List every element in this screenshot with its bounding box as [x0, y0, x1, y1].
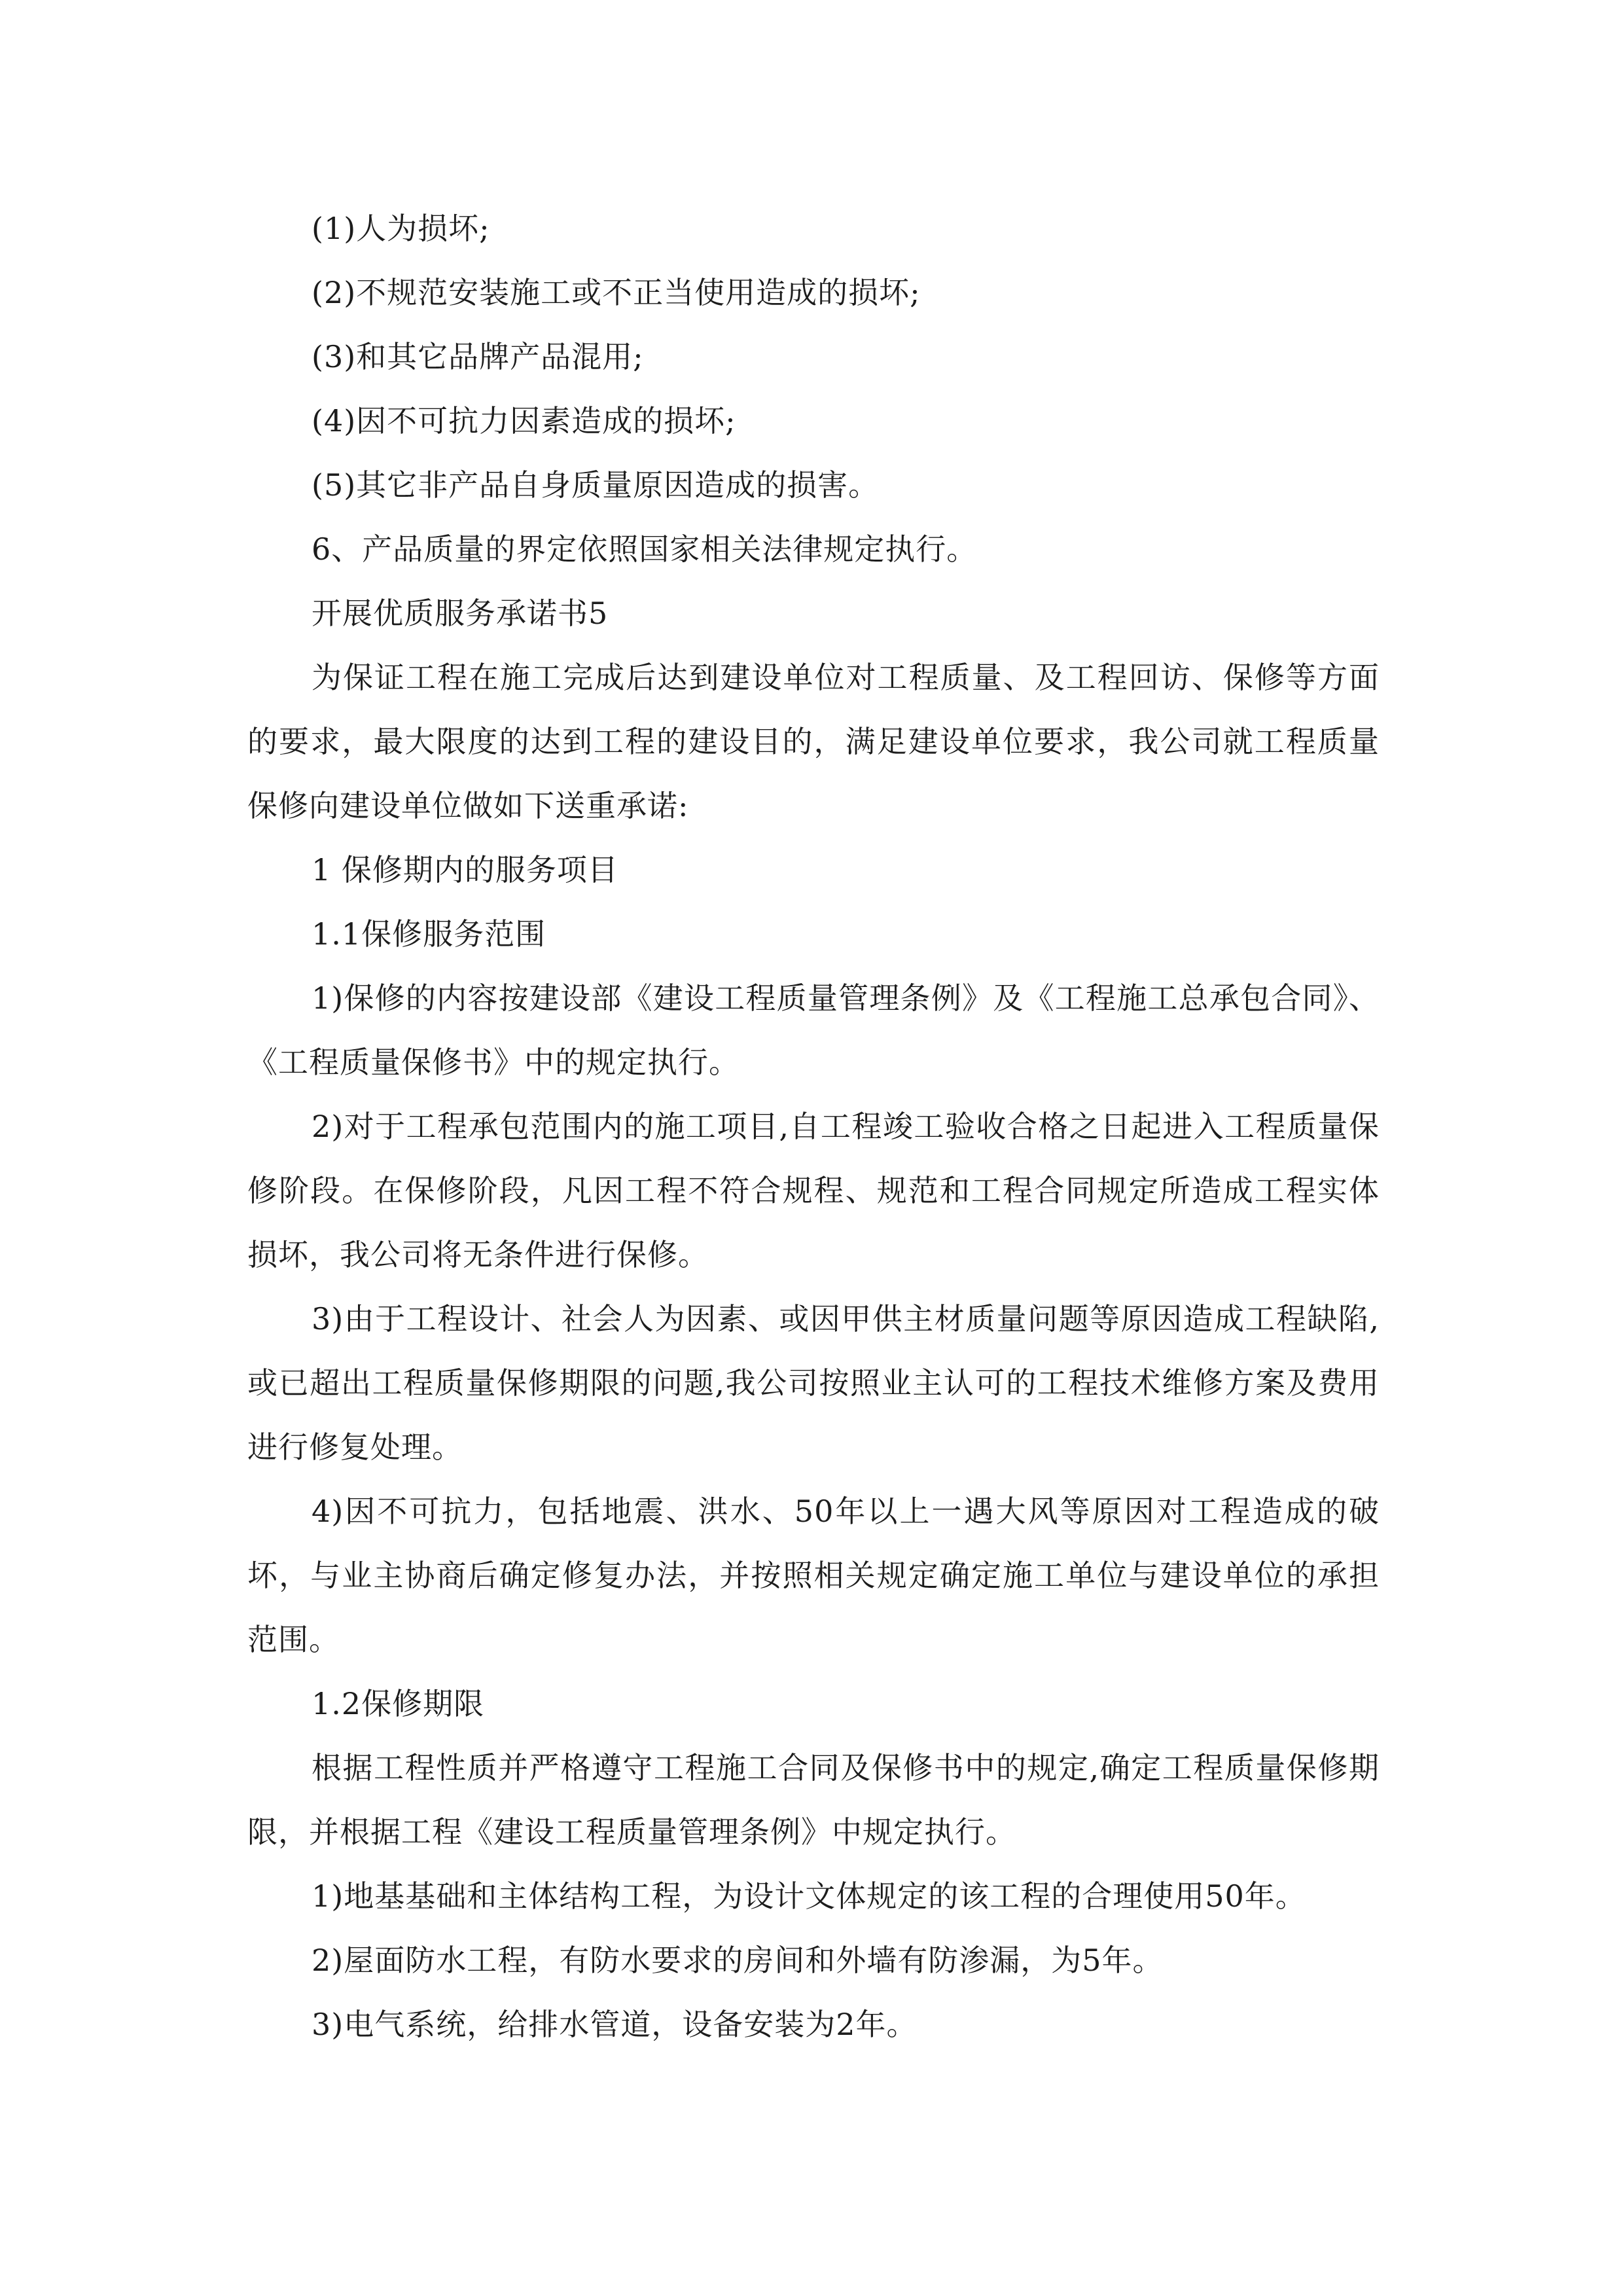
list-item-5: (5)其它非产品自身质量原因造成的损害。 — [312, 467, 880, 503]
intro-paragraph: 为保证工程在施工完成后达到建设单位对工程质量、及工程回访、保修等方面的要求，最大限度的达到工程的建设目的，满足建设单位要求，我公司就工程质量保修向建设单位做如下送重承诺: — [247, 660, 1380, 823]
document-body — [247, 196, 1380, 2056]
paragraph-scope-1: 1)保修的内容按建设部《建设工程质量管理条例》及《工程施工总承包合同》、《工程质量保修书》中的规定执行。 — [247, 980, 1380, 1080]
paragraph-period-intro: 根据工程性质并严格遵守工程施工合同及保修书中的规定,确定工程质量保修期限，并根据工程《建设工程质量管理条例》中规定执行。 — [247, 1750, 1380, 1850]
paragraph-period-1: 1)地基基础和主体结构工程，为设计文体规定的该工程的合理使用50年。 — [312, 1878, 1306, 1914]
subsection-heading-1-2: 1.2保修期限 — [312, 1686, 485, 1721]
list-item-3: (3)和其它品牌产品混用; — [312, 339, 644, 374]
paragraph-period-3: 3)电气系统，给排水管道，设备安装为2年。 — [312, 2007, 918, 2042]
subsection-heading-1: 1 保修期内的服务项目 — [312, 852, 618, 888]
list-item-2: (2)不规范安装施工或不正当使用造成的损坏; — [312, 275, 921, 310]
paragraph-scope-4: 4)因不可抗力，包括地震、洪水、50年以上一遇大风等原因对工程造成的破坏，与业主协商后确定修复办法，并按照相关规定确定施工单位与建设单位的承担范围。 — [247, 1494, 1380, 1657]
paragraph-scope-2: 2)对于工程承包范围内的施工项目,自工程竣工验收合格之日起进入工程质量保修阶段。在保修阶段，凡因工程不符合规程、规范和工程合同规定所造成工程实体损坏，我公司将无条件进行保修。 — [247, 1109, 1380, 1272]
list-item-1: (1)人为损坏; — [312, 211, 490, 246]
paragraph-scope-3: 3)由于工程设计、社会人为因素、或因甲供主材质量问题等原因造成工程缺陷,或已超出工程质量保修期限的问题,我公司按照业主认可的工程技术维修方案及费用进行修复处理。 — [247, 1301, 1380, 1465]
list-item-4: (4)因不可抗力因素造成的损坏; — [312, 403, 736, 439]
section-heading: 开展优质服务承诺书5 — [312, 596, 609, 631]
paragraph-period-2: 2)屋面防水工程，有防水要求的房间和外墙有防渗漏，为5年。 — [312, 1943, 1164, 1978]
clause-6: 6、产品质量的界定依照国家相关法律规定执行。 — [312, 531, 978, 567]
subsection-heading-1-1: 1.1保修服务范围 — [312, 916, 546, 952]
